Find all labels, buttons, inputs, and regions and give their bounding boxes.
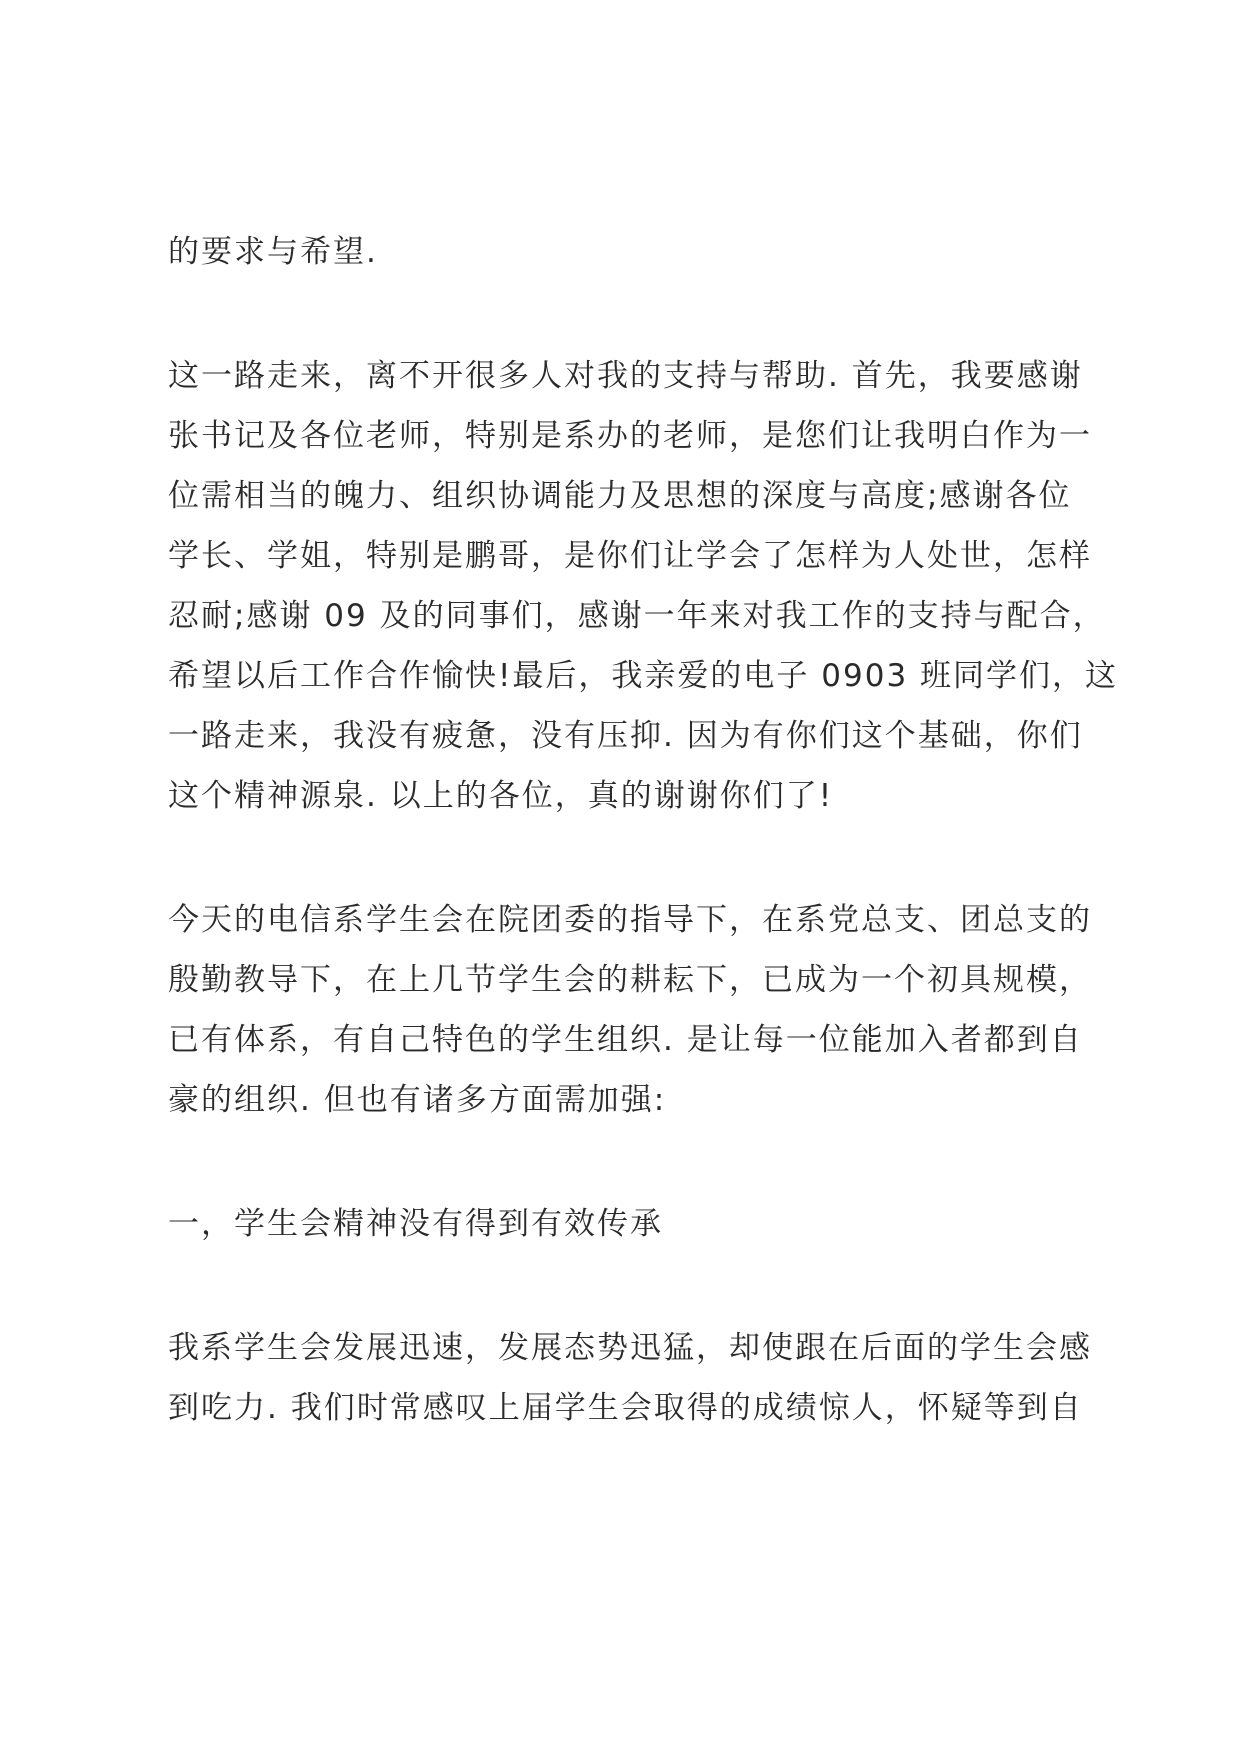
text-line: 今天的电信系学生会在院团委的指导下，在系党总支、团总支的: [168, 902, 1092, 938]
paragraph-gap: [168, 826, 1088, 890]
text-line: 忍耐;感谢 09 及的同事们，感谢一年来对我工作的支持与配合，: [168, 598, 1106, 634]
text-line: 这个精神源泉. 以上的各位，真的谢谢你们了!: [168, 778, 834, 814]
paragraph-gap: [168, 1130, 1088, 1194]
text-line: 豪的组织. 但也有诸多方面需加强:: [168, 1082, 667, 1118]
text-line: 张书记及各位老师，特别是系办的老师，是您们让我明白作为一: [168, 418, 1092, 454]
text-line: 殷勤教导下，在上几节学生会的耕耘下，已成为一个初具规模，: [168, 962, 1092, 998]
paragraph-gap: [168, 1254, 1088, 1318]
paragraph-2: [168, 346, 1119, 826]
section-heading: [168, 1194, 1088, 1254]
text-line: 的要求与希望.: [168, 234, 378, 270]
paragraph-gap: [168, 282, 1088, 346]
text-line: 这一路走来，离不开很多人对我的支持与帮助. 首先，我要感谢: [168, 358, 1083, 394]
text-line: 位需相当的魄力、组织协调能力及思想的深度与高度;感谢各位: [168, 478, 1072, 514]
text-line: 学长、学姐，特别是鹏哥，是你们让学会了怎样为人处世，怎样: [168, 538, 1092, 574]
text-line: 到吃力. 我们时常感叹上届学生会取得的成绩惊人，怀疑等到自: [168, 1390, 1083, 1426]
text-line: 我系学生会发展迅速，发展态势迅猛，却使跟在后面的学生会感: [168, 1330, 1092, 1366]
paragraph-5: [168, 1318, 1092, 1438]
text-line: 已有体系，有自己特色的学生组织. 是让每一位能加入者都到自: [168, 1022, 1083, 1058]
text-line: 一，学生会精神没有得到有效传承: [168, 1206, 663, 1242]
document-body: [168, 222, 1119, 1438]
text-line: 一路走来，我没有疲惫，没有压抑. 因为有你们这个基础，你们: [168, 718, 1083, 754]
paragraph-3: [168, 890, 1092, 1130]
text-line: 希望以后工作合作愉快!最后，我亲爱的电子 0903 班同学们，这: [168, 658, 1119, 694]
paragraph-1: [168, 222, 1088, 282]
